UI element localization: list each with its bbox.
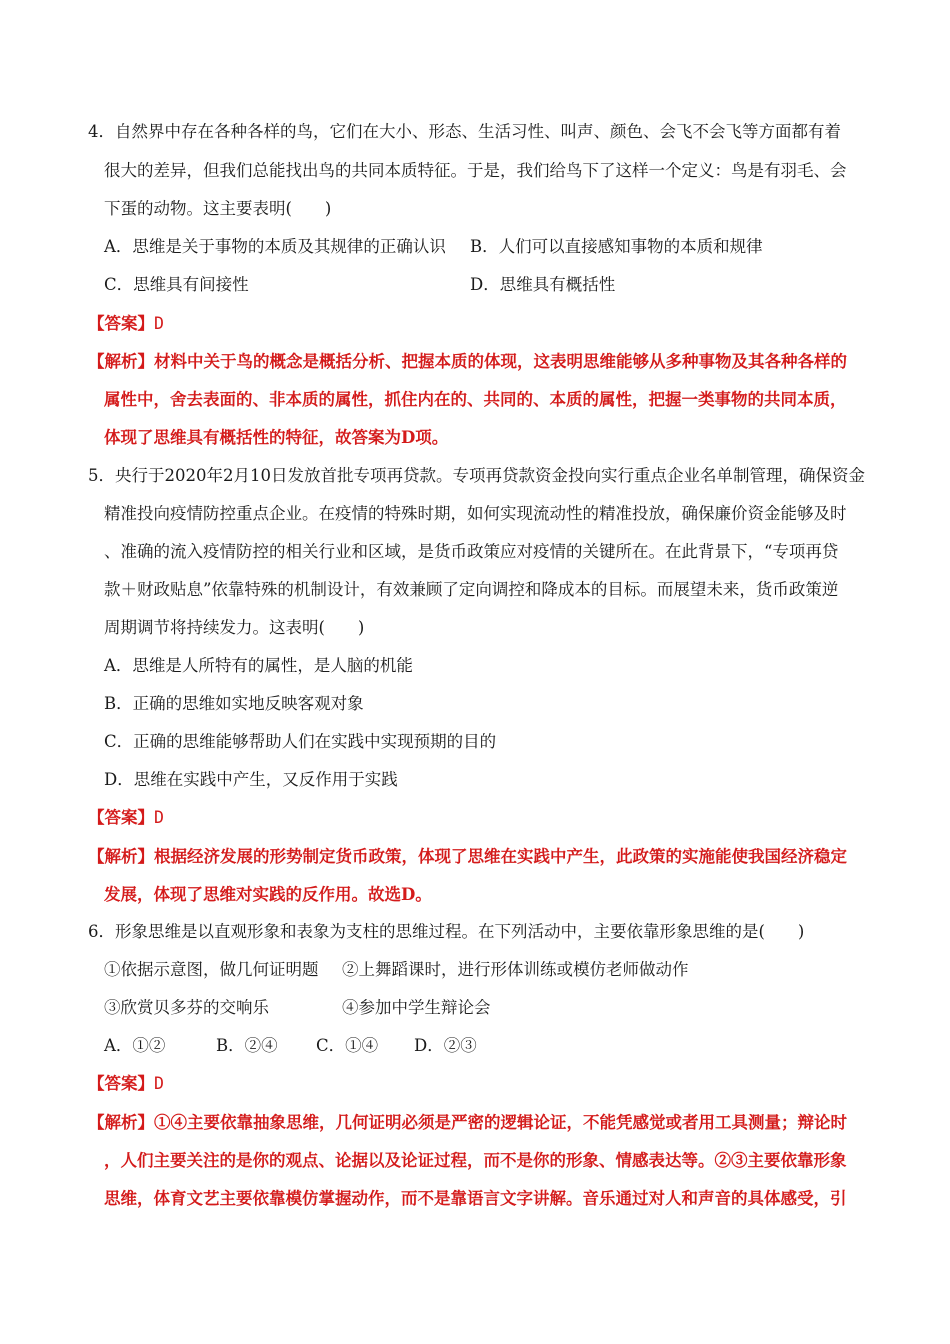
q4-stem-line-1: 4．自然界中存在各种各样的鸟，它们在大小、形态、生活习性、叫声、颜色、会飞不会飞等方面都有着 [88,122,841,141]
answer-value: D [154,314,164,333]
analysis-tag: 【解析】 [88,847,154,866]
q5-answer [88,806,164,830]
q6-option-a: A．①② [104,1036,166,1055]
q4-stem-line-3: 下蛋的动物。这主要表明( ) [104,199,332,218]
q4-option-d: D．思维具有概括性 [470,275,616,294]
answer-tag: 【答案】 [88,314,154,333]
q6-stem-line-1: 6．形象思维是以直观形象和表象为支柱的思维过程。在下列活动中，主要依靠形象思维的是( ) [88,922,805,941]
q4-stem-line-2: 很大的差异，但我们总能找出鸟的共同本质特征。于是，我们给鸟下了这样一个定义：鸟是有羽毛、会 [104,161,847,180]
q4-answer [88,312,164,336]
analysis-text: 根据经济发展的形势制定货币政策，体现了思维在实践中产生，此政策的实施能使我国经济稳定 [154,847,847,866]
q4-analysis-line-3: 体现了思维具有概括性的特征，故答案为D项。 [104,428,449,447]
analysis-tag: 【解析】 [88,1113,154,1132]
answer-tag: 【答案】 [88,808,154,827]
q5-option-b: B．正确的思维如实地反映客观对象 [104,694,364,713]
q5-stem-line-2: 精准投向疫情防控重点企业。在疫情的特殊时期，如何实现流动性的精准投放，确保廉价资金能够及时 [104,504,847,523]
q5-analysis-line-1 [88,845,847,869]
q5-stem-line-5: 周期调节将持续发力。这表明( ) [104,618,365,637]
q4-option-a: A．思维是关于事物的本质及其规律的正确认识 [104,237,446,256]
answer-tag: 【答案】 [88,1074,154,1093]
q6-option-b: B．②④ [216,1036,278,1055]
q4-analysis-line-1 [88,350,847,374]
q5-option-d: D．思维在实践中产生，又反作用于实践 [104,770,398,789]
q6-item-1: ①依据示意图，做几何证明题 [104,960,319,979]
answer-value: D [154,1074,164,1093]
q6-analysis-line-2: ，人们主要关注的是你的观点、论据以及论证过程，而不是你的形象、情感表达等。②③主要依靠形象 [104,1151,847,1170]
q6-analysis-line-3: 思维，体育文艺主要依靠模仿掌握动作，而不是靠语言文字讲解。音乐通过对人和声音的具体感受，引 [104,1189,847,1208]
answer-value: D [154,808,164,827]
q6-answer [88,1072,164,1096]
q5-stem-line-1: 5．央行于2020年2月10日发放首批专项再贷款。专项再贷款资金投向实行重点企业名单制管理，确保资金 [88,466,865,485]
q6-analysis-line-1 [88,1111,847,1135]
q5-option-a: A．思维是人所特有的属性，是人脑的机能 [104,656,413,675]
q4-option-b: B．人们可以直接感知事物的本质和规律 [470,237,763,256]
analysis-text: 材料中关于鸟的概念是概括分析、把握本质的体现，这表明思维能够从多种事物及其各种各样的 [154,352,847,371]
q6-item-3: ③欣赏贝多芬的交响乐 [104,998,269,1017]
q6-option-d: D．②③ [414,1036,477,1055]
q6-item-2: ②上舞蹈课时，进行形体训练或模仿老师做动作 [342,960,689,979]
q6-option-c: C．①④ [316,1036,379,1055]
q5-option-c: C．正确的思维能够帮助人们在实践中实现预期的目的 [104,732,497,751]
q5-stem-line-4: 款＋财政贴息”依靠特殊的机制设计，有效兼顾了定向调控和降成本的目标。而展望未来，货币政策逆 [104,580,839,599]
q4-analysis-line-2: 属性中，舍去表面的、非本质的属性，抓住内在的、共同的、本质的属性，把握一类事物的共同本质， [104,390,847,409]
q4-option-c: C．思维具有间接性 [104,275,249,294]
q6-item-4: ④参加中学生辩论会 [342,998,491,1017]
q5-stem-line-3: 、准确的流入疫情防控的相关行业和区域，是货币政策应对疫情的关键所在。在此背景下，“专项再贷 [104,542,839,561]
analysis-text: ①④主要依靠抽象思维，几何证明必须是严密的逻辑论证，不能凭感觉或者用工具测量；辩论时 [154,1113,847,1132]
q5-analysis-line-2: 发展，体现了思维对实践的反作用。故选D。 [104,885,432,904]
analysis-tag: 【解析】 [88,352,154,371]
